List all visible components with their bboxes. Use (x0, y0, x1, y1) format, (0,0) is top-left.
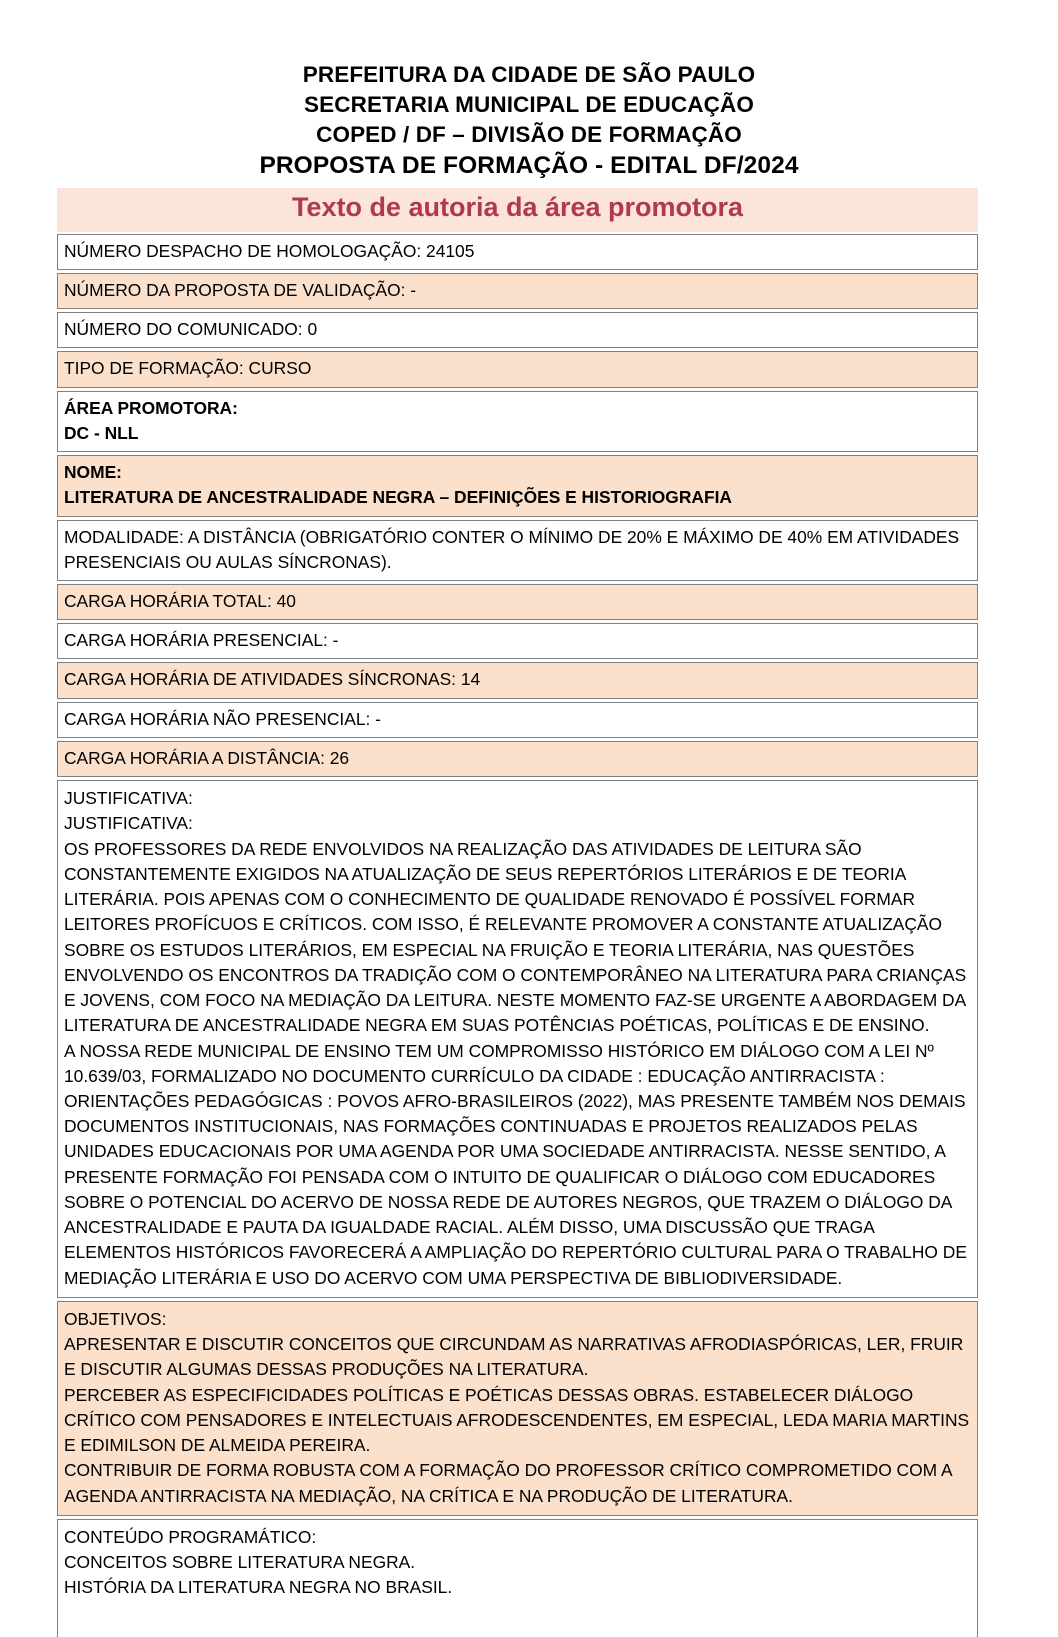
carga-sincronas-text: CARGA HORÁRIA DE ATIVIDADES SÍNCRONAS: 14 (64, 669, 481, 690)
row-carga-total (57, 584, 978, 620)
justificativa-label: JUSTIFICATIVA: (64, 788, 193, 809)
row-numero-proposta (57, 273, 978, 309)
row-modalidade (57, 520, 978, 581)
justificativa-paragraph-2: A NOSSA REDE MUNICIPAL DE ENSINO TEM UM COMPROMISSO HISTÓRICO EM DIÁLOGO COM A LEI Nº 10.639/03, FORMALIZADO NO DOCUMENTO CURRÍCULO DA CIDADE : EDUCAÇÃO ANTIRRACISTA : ORIENTAÇÕES PEDAGÓGICAS : POVOS AFRO-BRASILEIROS (2022), MAS PRESENTE TAMBÉM NOS DEMAIS DOCUMENTOS INSTITUCIONAIS, NAS FORMAÇÕES CONTINUADAS E PROJETOS REALIZADOS PELAS UNIDADES EDUCACIONAIS POR UMA AGENDA POR UMA SOCIEDADE ANTIRRACISTA. NESSE SENTIDO, A PRESENTE FORMAÇÃO FOI PENSADA COM O INTUITO DE QUALIFICAR O DIÁLOGO COM EDUCADORES SOBRE O POTENCIAL DO ACERVO DE NOSSA REDE DE AUTORES NEGROS, QUE TRAZEM O DIÁLOGO DA ANCESTRALIDADE E PAUTA DA IGUALDADE RACIAL. ALÉM DISSO, UMA DISCUSSÃO QUE TRAGA ELEMENTOS HISTÓRICOS FAVORECERÁ A AMPLIAÇÃO DO REPERTÓRIO CULTURAL PARA O TRABALHO DE MEDIAÇÃO LITERÁRIA E USO DO ACERVO COM UMA PERSPECTIVA DE BIBLIODIVERSIDADE. (64, 1040, 967, 1288)
row-carga-sincronas (57, 662, 978, 698)
row-nome (57, 455, 978, 516)
row-area-promotora (57, 391, 978, 452)
proposal-form-table (57, 188, 978, 1636)
carga-nao-presencial-text: CARGA HORÁRIA NÃO PRESENCIAL: - (64, 708, 381, 729)
header-line-secretaria: SECRETARIA MUNICIPAL DE EDUCAÇÃO (304, 92, 754, 118)
header-line-proposta: PROPOSTA DE FORMAÇÃO - EDITAL DF/2024 (259, 152, 799, 180)
authorship-banner-text: Texto de autoria da área promotora (291, 192, 744, 223)
row-carga-nao-presencial (57, 702, 978, 738)
row-objetivos (57, 1301, 978, 1516)
objetivos-item-3: CONTRIBUIR DE FORMA ROBUSTA COM A FORMAÇÃO DO PROFESSOR CRÍTICO COMPROMETIDO COM A AGENDA ANTIRRACISTA NA MEDIAÇÃO, NA CRÍTICA E NA PRODUÇÃO DE LITERATURA. (64, 1460, 952, 1506)
numero-despacho-text: NÚMERO DESPACHO DE HOMOLOGAÇÃO: 24105 (64, 240, 475, 261)
numero-comunicado-text: NÚMERO DO COMUNICADO: 0 (64, 319, 318, 340)
area-promotora-value: DC - NLL (64, 422, 139, 443)
justificativa-label-repeat: JUSTIFICATIVA: (64, 813, 193, 834)
header-line-prefeitura: PREFEITURA DA CIDADE DE SÃO PAULO (302, 62, 756, 87)
conteudo-item-1: CONCEITOS SOBRE LITERATURA NEGRA. (64, 1551, 416, 1572)
justificativa-paragraph-1: OS PROFESSORES DA REDE ENVOLVIDOS NA REALIZAÇÃO DAS ATIVIDADES DE LEITURA SÃO CONSTANTEMENTE EXIGIDOS NA ATUALIZAÇÃO DE SEUS REPERTÓRIOS LITERÁRIOS E DE TEORIA LITERÁRIA. POIS APENAS COM O CONHECIMENTO DE QUALIDADE RENOVADO É POSSÍVEL FORMAR LEITORES PROFÍCUOS E CRÍTICOS. COM ISSO, É RELEVANTE PROMOVER A CONSTANTE ATUALIZAÇÃO SOBRE OS ESTUDOS LITERÁRIOS, EM ESPECIAL NA FRUIÇÃO E TEORIA LITERÁRIA, NAS QUESTÕES ENVOLVENDO OS ENCONTROS DA TRADIÇÃO COM O CONTEMPORÂNEO NA LITERATURA PARA CRIANÇAS E JOVENS, COM FOCO NA MEDIAÇÃO DA LEITURA. NESTE MOMENTO FAZ-SE URGENTE A ABORDAGEM DA LITERATURA DE ANCESTRALIDADE NEGRA EM SUAS POTÊNCIAS POÉTICAS, POLÍTICAS E DE ENSINO. (64, 838, 967, 1036)
row-numero-comunicado (57, 312, 978, 348)
row-carga-distancia (57, 741, 978, 777)
carga-total-text: CARGA HORÁRIA TOTAL: 40 (64, 591, 296, 611)
authorship-banner (57, 188, 978, 231)
row-conteudo-programatico (57, 1519, 978, 1637)
objetivos-item-2: PERCEBER AS ESPECIFICIDADES POLÍTICAS E POÉTICAS DESSAS OBRAS. ESTABELECER DIÁLOGO CRÍTICO COM PENSADORES E INTELECTUAIS AFRODESCENDENTES, EM ESPECIAL, LEDA MARIA MARTINS E EDIMILSON DE ALMEIDA PEREIRA. (64, 1384, 970, 1456)
carga-presencial-text: CARGA HORÁRIA PRESENCIAL: - (64, 630, 339, 651)
numero-proposta-text: NÚMERO DA PROPOSTA DE VALIDAÇÃO: - (64, 279, 417, 300)
row-carga-presencial (57, 623, 978, 659)
conteudo-item-2: HISTÓRIA DA LITERATURA NEGRA NO BRASIL. (64, 1577, 453, 1598)
carga-distancia-text: CARGA HORÁRIA A DISTÂNCIA: 26 (64, 747, 350, 768)
tipo-formacao-text: TIPO DE FORMAÇÃO: CURSO (64, 358, 312, 379)
modalidade-text: MODALIDADE: A DISTÂNCIA (OBRIGATÓRIO CONTER O MÍNIMO DE 20% E MÁXIMO DE 40% EM ATIVIDADES PRESENCIAIS OU AULAS SÍNCRONAS). (64, 526, 960, 572)
row-justificativa (57, 780, 978, 1298)
nome-label: NOME: (64, 462, 122, 483)
nome-value: LITERATURA DE ANCESTRALIDADE NEGRA – DEFINIÇÕES E HISTORIOGRAFIA (64, 487, 732, 508)
objetivos-item-1: APRESENTAR E DISCUTIR CONCEITOS QUE CIRCUNDAM AS NARRATIVAS AFRODIASPÓRICAS, LER, FRUIR E DISCUTIR ALGUMAS DESSAS PRODUÇÕES NA LITERATURA. (64, 1334, 964, 1380)
row-tipo-formacao (57, 351, 978, 387)
document-header (57, 60, 1001, 182)
objetivos-label: OBJETIVOS: (64, 1308, 167, 1329)
conteudo-label: CONTEÚDO PROGRAMÁTICO: (64, 1526, 317, 1547)
area-promotora-label: ÁREA PROMOTORA: (64, 397, 238, 418)
row-numero-despacho (57, 234, 978, 270)
header-line-coped: COPED / DF – DIVISÃO DE FORMAÇÃO (316, 122, 742, 148)
